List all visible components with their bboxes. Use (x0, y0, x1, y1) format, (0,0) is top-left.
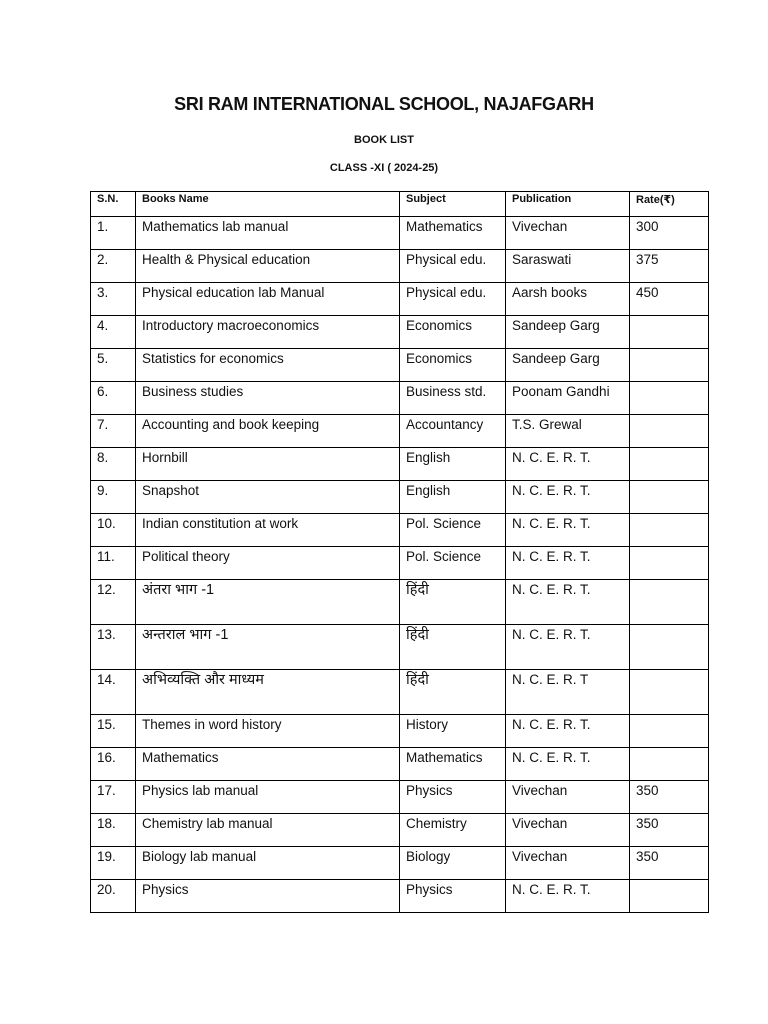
cell-publication: T.S. Grewal (506, 415, 630, 448)
cell-book-name: अभिव्यक्ति और माध्यम (136, 670, 400, 715)
cell-book-name: Chemistry lab manual (136, 814, 400, 847)
header-publication: Publication (506, 192, 630, 217)
table-row (91, 514, 709, 547)
cell-publication: Vivechan (506, 847, 630, 880)
cell-rate (630, 748, 709, 781)
cell-book-name: Hornbill (136, 448, 400, 481)
cell-subject: Biology (400, 847, 506, 880)
cell-subject: Economics (400, 316, 506, 349)
cell-book-name: Mathematics (136, 748, 400, 781)
table-row (91, 670, 709, 715)
cell-rate (630, 547, 709, 580)
cell-subject: Physical edu. (400, 283, 506, 316)
cell-publication: N. C. E. R. T. (506, 748, 630, 781)
table-row (91, 814, 709, 847)
table-row (91, 448, 709, 481)
cell-publication: N. C. E. R. T. (506, 580, 630, 625)
cell-rate (630, 514, 709, 547)
table-row (91, 382, 709, 415)
cell-publication: Vivechan (506, 217, 630, 250)
cell-rate: 450 (630, 283, 709, 316)
cell-book-name: Statistics for economics (136, 349, 400, 382)
cell-book-name: Health & Physical education (136, 250, 400, 283)
school-name: SRI RAM INTERNATIONAL SCHOOL, NAJAFGARH (174, 94, 594, 114)
cell-book-name: अन्तराल भाग -1 (136, 625, 400, 670)
cell-sn: 5. (91, 349, 136, 382)
cell-subject: Pol. Science (400, 547, 506, 580)
cell-sn: 19. (91, 847, 136, 880)
cell-sn: 13. (91, 625, 136, 670)
table-row (91, 250, 709, 283)
cell-rate (630, 625, 709, 670)
cell-book-name: Physics lab manual (136, 781, 400, 814)
cell-subject: Physics (400, 880, 506, 913)
cell-book-name: Snapshot (136, 481, 400, 514)
header-sn: S.N. (91, 192, 136, 217)
table-row (91, 217, 709, 250)
cell-book-name: अंतरा भाग -1 (136, 580, 400, 625)
table-row (91, 349, 709, 382)
cell-rate (630, 349, 709, 382)
cell-publication: N. C. E. R. T. (506, 715, 630, 748)
cell-subject: Pol. Science (400, 514, 506, 547)
table-row (91, 316, 709, 349)
cell-rate (630, 670, 709, 715)
table-row (91, 580, 709, 625)
cell-rate (630, 415, 709, 448)
cell-book-name: Political theory (136, 547, 400, 580)
cell-rate (630, 715, 709, 748)
table-row (91, 481, 709, 514)
cell-sn: 10. (91, 514, 136, 547)
cell-sn: 1. (91, 217, 136, 250)
cell-rate (630, 316, 709, 349)
cell-subject: हिंदी (400, 625, 506, 670)
cell-publication: N. C. E. R. T. (506, 514, 630, 547)
table-row (91, 625, 709, 670)
cell-publication: N. C. E. R. T. (506, 547, 630, 580)
cell-sn: 11. (91, 547, 136, 580)
cell-subject: English (400, 448, 506, 481)
cell-book-name: Introductory macroeconomics (136, 316, 400, 349)
table-row (91, 847, 709, 880)
cell-rate: 300 (630, 217, 709, 250)
cell-subject: Mathematics (400, 217, 506, 250)
cell-publication: Sandeep Garg (506, 349, 630, 382)
cell-publication: Vivechan (506, 781, 630, 814)
cell-publication: N. C. E. R. T (506, 670, 630, 715)
cell-book-name: Business studies (136, 382, 400, 415)
cell-subject: Business std. (400, 382, 506, 415)
class-label: CLASS -XI ( 2024-25) (329, 162, 439, 174)
list-title: BOOK LIST (354, 134, 414, 146)
cell-sn: 17. (91, 781, 136, 814)
table-row (91, 283, 709, 316)
table-body (91, 217, 709, 913)
book-list-table (90, 191, 709, 913)
cell-sn: 15. (91, 715, 136, 748)
cell-sn: 7. (91, 415, 136, 448)
cell-book-name: Physical education lab Manual (136, 283, 400, 316)
cell-publication: N. C. E. R. T. (506, 880, 630, 913)
cell-subject: Mathematics (400, 748, 506, 781)
header-books-name: Books Name (136, 192, 400, 217)
cell-sn: 2. (91, 250, 136, 283)
cell-sn: 3. (91, 283, 136, 316)
cell-publication: Vivechan (506, 814, 630, 847)
cell-publication: Poonam Gandhi (506, 382, 630, 415)
cell-sn: 4. (91, 316, 136, 349)
cell-rate: 350 (630, 847, 709, 880)
cell-sn: 16. (91, 748, 136, 781)
cell-subject: Accountancy (400, 415, 506, 448)
cell-sn: 18. (91, 814, 136, 847)
header-subject: Subject (400, 192, 506, 217)
cell-book-name: Biology lab manual (136, 847, 400, 880)
cell-rate: 350 (630, 814, 709, 847)
table-row (91, 748, 709, 781)
cell-book-name: Accounting and book keeping (136, 415, 400, 448)
cell-rate (630, 580, 709, 625)
cell-subject: Physics (400, 781, 506, 814)
table-row (91, 415, 709, 448)
cell-rate: 375 (630, 250, 709, 283)
cell-subject: Economics (400, 349, 506, 382)
cell-subject: हिंदी (400, 580, 506, 625)
header-rate: Rate(₹) (630, 192, 709, 217)
cell-sn: 9. (91, 481, 136, 514)
cell-subject: Chemistry (400, 814, 506, 847)
cell-rate (630, 448, 709, 481)
cell-publication: N. C. E. R. T. (506, 448, 630, 481)
cell-sn: 12. (91, 580, 136, 625)
cell-book-name: Themes in word history (136, 715, 400, 748)
cell-rate: 350 (630, 781, 709, 814)
cell-publication: Aarsh books (506, 283, 630, 316)
cell-rate (630, 382, 709, 415)
cell-sn: 6. (91, 382, 136, 415)
cell-rate (630, 481, 709, 514)
table-row (91, 547, 709, 580)
cell-book-name: Indian constitution at work (136, 514, 400, 547)
cell-publication: Sandeep Garg (506, 316, 630, 349)
table-row (91, 781, 709, 814)
cell-publication: Saraswati (506, 250, 630, 283)
cell-subject: हिंदी (400, 670, 506, 715)
cell-subject: History (400, 715, 506, 748)
cell-sn: 20. (91, 880, 136, 913)
cell-book-name: Mathematics lab manual (136, 217, 400, 250)
table-header-row (91, 192, 709, 217)
table-row (91, 715, 709, 748)
cell-sn: 14. (91, 670, 136, 715)
cell-subject: English (400, 481, 506, 514)
cell-publication: N. C. E. R. T. (506, 481, 630, 514)
cell-publication: N. C. E. R. T. (506, 625, 630, 670)
cell-book-name: Physics (136, 880, 400, 913)
cell-sn: 8. (91, 448, 136, 481)
cell-subject: Physical edu. (400, 250, 506, 283)
cell-rate (630, 880, 709, 913)
table-row (91, 880, 709, 913)
